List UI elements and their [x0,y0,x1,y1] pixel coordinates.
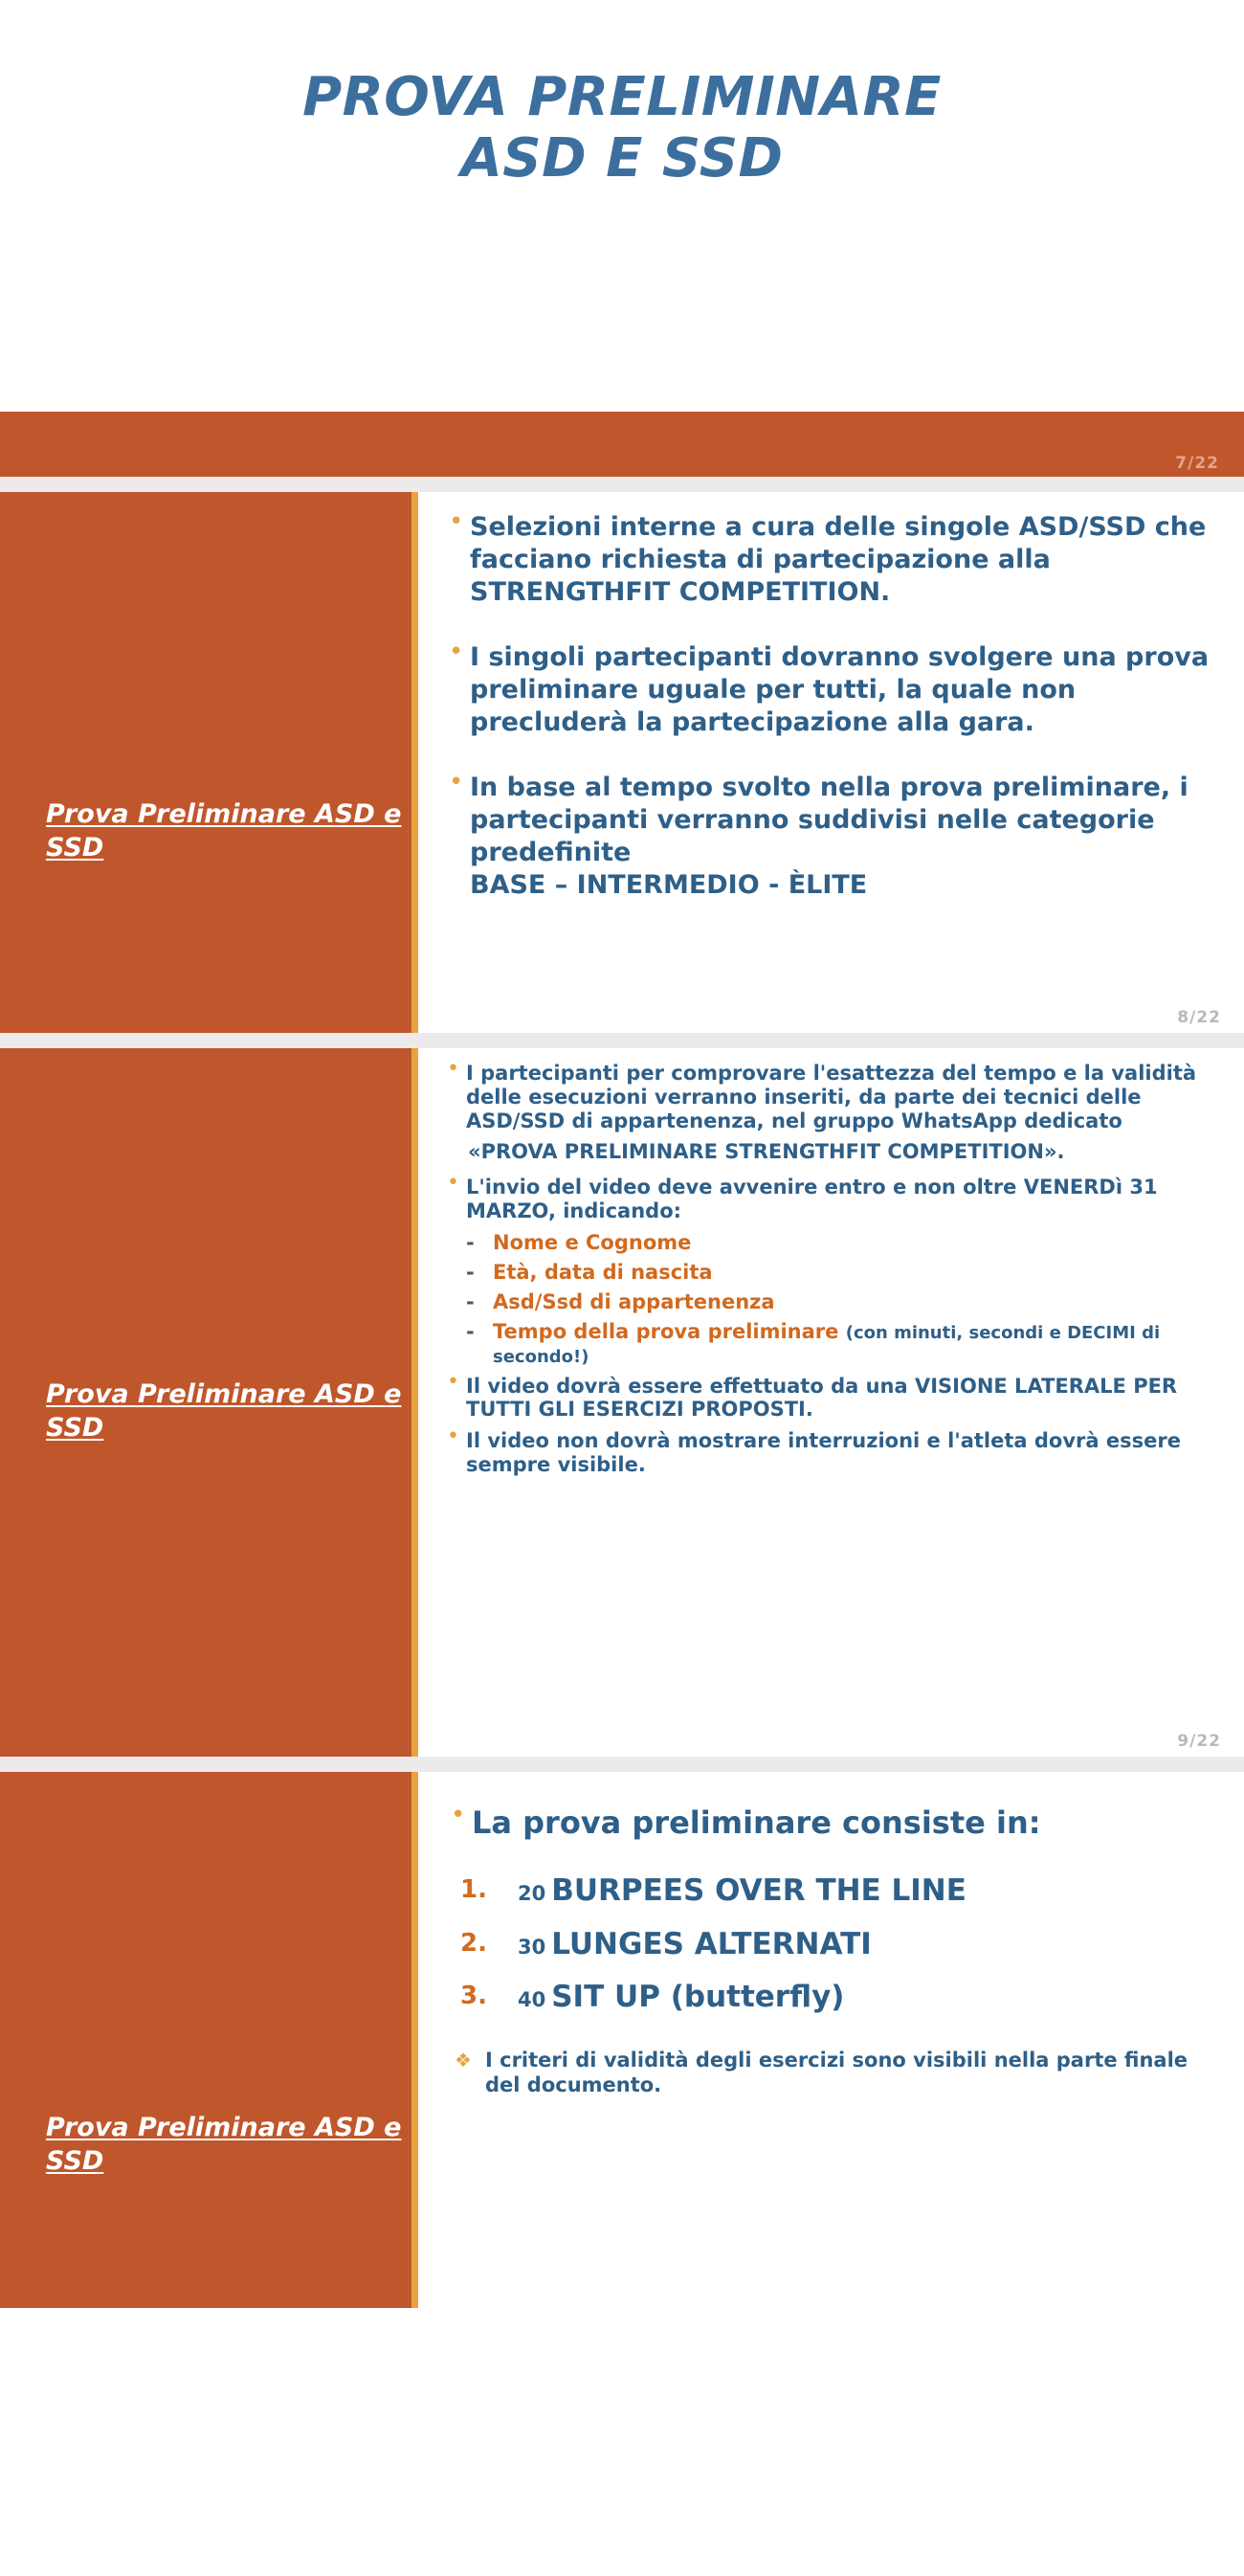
list-item [443,1320,1221,1368]
slide-10 [0,1772,1244,2308]
dash-item-4-label: Tempo della prova preliminare [493,1320,839,1344]
list-item [443,1375,1221,1422]
slide-8-bullet-list [445,511,1217,902]
exercise-1-reps: 20 [518,1882,546,1906]
dash-item-4-note: (con minuti, secondi e DECIMI di secondo!) [493,1323,1161,1368]
slide-9-sub-bullet-1: • Il video dovrà essere effettuato da una VISIONE LATERALE PER TUTTI GLI ESERCIZI PROPOSTI. [466,1374,1178,1422]
exercise-2-name: LUNGES ALTERNATI [551,1926,872,1961]
list-item [443,1176,1221,1223]
slide-8-content [418,492,1244,1033]
slide-8-bullet-3-sub: BASE – INTERMEDIO - ÈLITE [470,870,868,901]
slide-9-dash-list [443,1231,1221,1369]
slide-10-lead: • La prova preliminare consiste in: [472,1804,1041,1841]
slide-gap [0,477,1244,492]
dash-item-3-label: Asd/Ssd di appartenenza [493,1289,775,1313]
slide-9-group-name: «PROVA PRELIMINARE STRENGTHFIT COMPETITION». [468,1140,1065,1164]
slide-8-sidebar [0,492,411,1033]
list-item [455,1981,1221,2015]
list-item [445,772,1217,902]
slide-8-bullet-3-text: • In base al tempo svolto nella prova preliminare, i partecipanti verranno suddivisi nelle categorie predefinite [470,773,1188,868]
dash-item-2-label: Età, data di nascita [493,1260,713,1284]
slide-8-bullet-2-text: • I singoli partecipanti dovranno svolgere una prova preliminare uguale per tutti, la quale non precluderà la partecipazione alla gara. [470,642,1210,738]
list-item [445,511,1217,609]
slide-9-bullet-list-2 [443,1176,1221,1223]
slide-8-divider [411,492,418,1033]
slide-10-content [418,1772,1244,2308]
exercise-3-reps: 40 [518,1988,546,2012]
dash-item-1-label: Nome e Cognome [493,1230,692,1254]
slide-8-bullet-1-sub: STRENGTHFIT COMPETITION. [470,577,891,608]
page-number-9: 9/22 [1177,1732,1221,1751]
slide-9-sidebar [0,1048,411,1757]
slide-10-exercise-list [455,1874,1221,2015]
list-item [443,1261,1221,1285]
slide-9 [0,1048,1244,1757]
title-slide [0,0,1244,412]
slide-8-side-label: Prova Preliminare ASD e SSD [46,799,402,862]
title-line-2: ASD E SSD [460,126,784,190]
slide-9-sub-bullets [443,1375,1221,1477]
list-item [445,641,1217,739]
list-item [455,1928,1221,1962]
list-item [443,1429,1221,1477]
list-item [455,1874,1221,1909]
slide-gap [0,1033,1244,1048]
slide-separator-bar [0,412,1244,477]
slide-9-divider [411,1048,418,1757]
slide-9-content [418,1048,1244,1757]
slide-10-footnote: ❖ I criteri di validità degli esercizi sono visibili nella parte finale del documento. [447,2048,1221,2097]
slide-9-sub-bullet-2: • Il video non dovrà mostrare interruzioni e l'atleta dovrà essere sempre visibile. [466,1429,1181,1476]
list-item [443,1290,1221,1314]
slide-10-side-label: Prova Preliminare ASD e SSD [46,2113,402,2176]
exercise-2-reps: 30 [518,1935,546,1959]
list-item [443,1231,1221,1255]
list-item [443,1062,1221,1132]
slide-9-side-label: Prova Preliminare ASD e SSD [46,1379,402,1443]
slide-8 [0,492,1244,1033]
page-number-8: 8/22 [1177,1008,1221,1027]
slide-9-bullet-2: • L'invio del video deve avvenire entro e non oltre VENERDì 31 MARZO, indicando: [466,1176,1158,1222]
slide-10-divider [411,1772,418,2308]
title-line-1: PROVA PRELIMINARE [302,65,942,128]
slide-10-sidebar [0,1772,411,2308]
exercise-3-name: SIT UP (butterfly) [551,1980,845,2015]
slide-9-bullet-1: • I partecipanti per comprovare l'esattezza del tempo e la validità delle esecuzioni verranno inseriti, da parte dei tecnici delle ASD/SSD di appartenenza, nel gruppo WhatsApp dedicato [466,1062,1197,1132]
slide-9-bullet-list [443,1062,1221,1132]
page-title [0,67,1244,190]
slide-8-bullet-1-text: • Selezioni interne a cura delle singole ASD/SSD che facciano richiesta di partecipazione alla [470,512,1207,575]
slide-gap [0,1757,1244,1772]
list-item [447,1804,1221,1842]
page-number-7: 7/22 [1175,454,1219,473]
exercise-1-name: BURPEES OVER THE LINE [551,1873,966,1909]
slide-10-lead-list [447,1804,1221,1842]
